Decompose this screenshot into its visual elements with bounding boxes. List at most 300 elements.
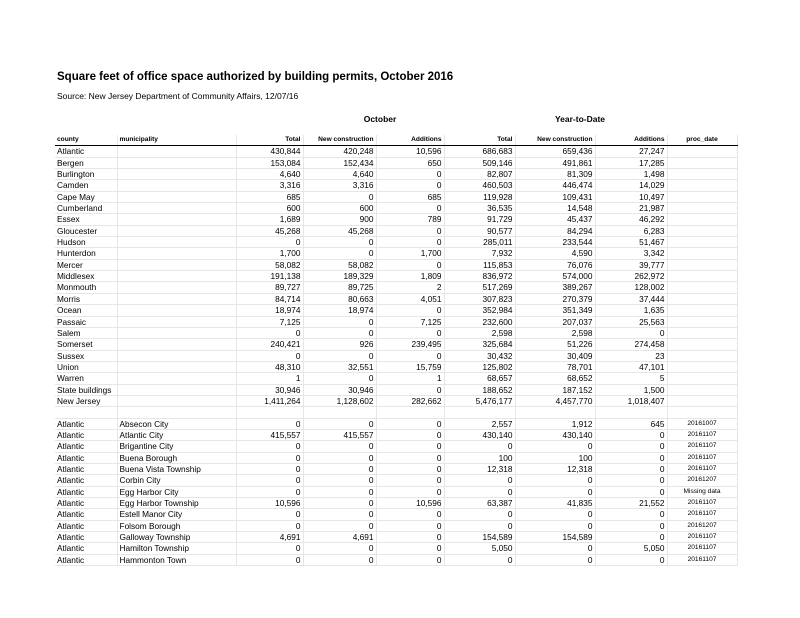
table-cell: 0 bbox=[303, 237, 376, 248]
table-cell: 415,557 bbox=[236, 429, 303, 440]
table-cell: 0 bbox=[236, 327, 303, 338]
table-cell: 5,476,177 bbox=[444, 395, 515, 406]
table-cell: 0 bbox=[376, 259, 444, 270]
table-cell: 125,802 bbox=[444, 361, 515, 372]
table-cell: 78,701 bbox=[515, 361, 595, 372]
table-cell: Sussex bbox=[55, 350, 117, 361]
table-cell bbox=[667, 361, 737, 372]
table-cell: 7,125 bbox=[236, 316, 303, 327]
table-cell: 2 bbox=[376, 282, 444, 293]
table-cell: 274,458 bbox=[595, 339, 667, 350]
table-cell: 0 bbox=[376, 452, 444, 463]
table-row bbox=[55, 282, 737, 293]
table-cell: Somerset bbox=[55, 339, 117, 350]
table-cell: 1,500 bbox=[595, 384, 667, 395]
table-cell: 0 bbox=[303, 498, 376, 509]
table-cell bbox=[117, 203, 236, 214]
table-cell: 2,557 bbox=[444, 418, 515, 429]
table-cell: 600 bbox=[236, 203, 303, 214]
table-cell: 420,248 bbox=[303, 146, 376, 157]
table-cell: 20161107 bbox=[667, 463, 737, 474]
table-cell: 0 bbox=[236, 463, 303, 474]
table-cell: 20161107 bbox=[667, 429, 737, 440]
table-cell: Hammonton Town bbox=[117, 554, 236, 565]
table-cell: 430,140 bbox=[444, 429, 515, 440]
table-cell: 0 bbox=[376, 532, 444, 543]
table-cell: 20161207 bbox=[667, 520, 737, 531]
table-cell bbox=[667, 316, 737, 327]
table-cell bbox=[117, 248, 236, 259]
table-cell: 32,551 bbox=[303, 361, 376, 372]
table-cell: 0 bbox=[303, 543, 376, 554]
table-cell: 109,431 bbox=[515, 191, 595, 202]
table-cell: 4,051 bbox=[376, 293, 444, 304]
table-cell: 0 bbox=[376, 463, 444, 474]
table-cell: 0 bbox=[515, 520, 595, 531]
table-cell: 650 bbox=[376, 157, 444, 168]
table-cell: Union bbox=[55, 361, 117, 372]
table-cell: 4,640 bbox=[236, 169, 303, 180]
table-cell: 188,652 bbox=[444, 384, 515, 395]
table-cell: 415,557 bbox=[303, 429, 376, 440]
table-cell: 789 bbox=[376, 214, 444, 225]
table-cell: 0 bbox=[303, 520, 376, 531]
table-cell: 1 bbox=[376, 373, 444, 384]
table-cell: 18,974 bbox=[236, 305, 303, 316]
table-cell: Atlantic bbox=[55, 509, 117, 520]
table-cell: 84,294 bbox=[515, 225, 595, 236]
table-cell: 4,590 bbox=[515, 248, 595, 259]
table-cell bbox=[117, 214, 236, 225]
table-cell: 446,474 bbox=[515, 180, 595, 191]
table-cell: 0 bbox=[303, 475, 376, 486]
table-cell: 1,912 bbox=[515, 418, 595, 429]
table-cell: 0 bbox=[595, 327, 667, 338]
table-cell: 0 bbox=[303, 373, 376, 384]
table-cell: 282,662 bbox=[376, 395, 444, 406]
table-cell: Atlantic bbox=[55, 452, 117, 463]
table-cell: 0 bbox=[303, 509, 376, 520]
table-cell: 3,316 bbox=[236, 180, 303, 191]
table-cell: 0 bbox=[236, 418, 303, 429]
table-cell: Atlantic bbox=[55, 463, 117, 474]
table-cell: 48,310 bbox=[236, 361, 303, 372]
table-cell: Estell Manor City bbox=[117, 509, 236, 520]
table-cell bbox=[667, 214, 737, 225]
table-cell: 0 bbox=[303, 248, 376, 259]
table-cell bbox=[117, 384, 236, 395]
table-cell: 21,987 bbox=[595, 203, 667, 214]
table-cell: 0 bbox=[595, 475, 667, 486]
table-cell: 37,444 bbox=[595, 293, 667, 304]
table-cell: New Jersey bbox=[55, 395, 117, 406]
table-cell: Buena Vista Township bbox=[117, 463, 236, 474]
table-cell: 154,589 bbox=[515, 532, 595, 543]
table-cell: 325,684 bbox=[444, 339, 515, 350]
table-cell: Bergen bbox=[55, 157, 117, 168]
table-row bbox=[55, 305, 737, 316]
table-row bbox=[55, 441, 737, 452]
table-cell: 0 bbox=[376, 418, 444, 429]
table-row bbox=[55, 373, 737, 384]
table-cell: 7,932 bbox=[444, 248, 515, 259]
table-cell: 1 bbox=[236, 373, 303, 384]
table-cell: 12,318 bbox=[515, 463, 595, 474]
table-row bbox=[55, 543, 737, 554]
table-cell: 80,663 bbox=[303, 293, 376, 304]
table-row bbox=[55, 157, 737, 168]
table-row bbox=[55, 498, 737, 509]
table-cell: Morris bbox=[55, 293, 117, 304]
table-cell: 900 bbox=[303, 214, 376, 225]
table-cell bbox=[117, 339, 236, 350]
table-cell bbox=[667, 282, 737, 293]
table-row bbox=[55, 463, 737, 474]
table-cell bbox=[667, 293, 737, 304]
table-cell: 91,729 bbox=[444, 214, 515, 225]
table-cell: Galloway Township bbox=[117, 532, 236, 543]
table-cell: 14,029 bbox=[595, 180, 667, 191]
table-cell: 1,809 bbox=[376, 271, 444, 282]
table-row bbox=[55, 203, 737, 214]
table-cell: 0 bbox=[376, 554, 444, 565]
table-cell: 17,285 bbox=[595, 157, 667, 168]
table-cell: 351,349 bbox=[515, 305, 595, 316]
table-cell: Atlantic bbox=[55, 543, 117, 554]
table-cell bbox=[667, 384, 737, 395]
table-cell: 0 bbox=[515, 509, 595, 520]
table-cell bbox=[667, 271, 737, 282]
table-cell bbox=[667, 203, 737, 214]
table-cell bbox=[667, 191, 737, 202]
table-row bbox=[55, 486, 737, 497]
col-municipality: municipality bbox=[117, 135, 236, 146]
table-cell: 20161207 bbox=[667, 475, 737, 486]
table-cell: Absecon City bbox=[117, 418, 236, 429]
municipality-rows bbox=[55, 418, 737, 565]
permits-table bbox=[55, 135, 738, 566]
table-cell: 836,972 bbox=[444, 271, 515, 282]
table-cell: 5,050 bbox=[595, 543, 667, 554]
table-cell: 645 bbox=[595, 418, 667, 429]
table-cell bbox=[117, 237, 236, 248]
table-cell: 25,563 bbox=[595, 316, 667, 327]
table-cell: 68,657 bbox=[444, 373, 515, 384]
table-cell: 30,409 bbox=[515, 350, 595, 361]
table-cell: 51,226 bbox=[515, 339, 595, 350]
table-cell: 12,318 bbox=[444, 463, 515, 474]
table-cell: Hamilton Township bbox=[117, 543, 236, 554]
report-title: Square feet of office space authorized by building permits, October 2016 bbox=[57, 71, 454, 83]
table-cell: 2,598 bbox=[444, 327, 515, 338]
table-cell: 0 bbox=[236, 350, 303, 361]
table-cell: 685 bbox=[376, 191, 444, 202]
table-cell: 7,125 bbox=[376, 316, 444, 327]
col-ytd-additions: Additions bbox=[595, 135, 667, 146]
table-cell: 20161107 bbox=[667, 554, 737, 565]
table-cell: 491,861 bbox=[515, 157, 595, 168]
table-cell: 1,700 bbox=[376, 248, 444, 259]
table-cell: 20161107 bbox=[667, 452, 737, 463]
table-cell: 0 bbox=[515, 554, 595, 565]
table-cell: 100 bbox=[444, 452, 515, 463]
table-cell: 1,128,602 bbox=[303, 395, 376, 406]
table-cell: 0 bbox=[303, 418, 376, 429]
table-cell: 0 bbox=[303, 452, 376, 463]
table-cell: 0 bbox=[376, 180, 444, 191]
table-cell: 0 bbox=[376, 543, 444, 554]
table-row bbox=[55, 169, 737, 180]
table-cell: 76,076 bbox=[515, 259, 595, 270]
col-oct-new-construction: New construction bbox=[303, 135, 376, 146]
table-row bbox=[55, 248, 737, 259]
table-cell bbox=[117, 327, 236, 338]
table-cell: 0 bbox=[236, 452, 303, 463]
table-cell: 0 bbox=[595, 509, 667, 520]
table-cell bbox=[117, 395, 236, 406]
table-cell bbox=[667, 259, 737, 270]
table-cell: Buena Borough bbox=[117, 452, 236, 463]
col-ytd-total: Total bbox=[444, 135, 515, 146]
table-cell: 430,844 bbox=[236, 146, 303, 157]
table-cell bbox=[667, 350, 737, 361]
table-cell: Burlington bbox=[55, 169, 117, 180]
table-cell: 0 bbox=[376, 305, 444, 316]
table-cell: 262,972 bbox=[595, 271, 667, 282]
table-cell bbox=[117, 316, 236, 327]
table-cell: 0 bbox=[236, 237, 303, 248]
table-cell: Folsom Borough bbox=[117, 520, 236, 531]
table-cell bbox=[117, 373, 236, 384]
table-row bbox=[55, 146, 737, 157]
table-cell: Atlantic bbox=[55, 532, 117, 543]
table-cell: Hudson bbox=[55, 237, 117, 248]
table-cell: 0 bbox=[515, 543, 595, 554]
table-cell bbox=[667, 248, 737, 259]
table-cell bbox=[667, 237, 737, 248]
table-cell: 460,503 bbox=[444, 180, 515, 191]
table-row bbox=[55, 429, 737, 440]
table-cell: 10,497 bbox=[595, 191, 667, 202]
table-cell: 0 bbox=[303, 441, 376, 452]
table-cell: 574,000 bbox=[515, 271, 595, 282]
table-cell: 0 bbox=[515, 475, 595, 486]
table-row bbox=[55, 214, 737, 225]
table-cell bbox=[667, 339, 737, 350]
table-cell: 0 bbox=[236, 475, 303, 486]
table-cell: Atlantic bbox=[55, 475, 117, 486]
table-cell: 20161107 bbox=[667, 509, 737, 520]
table-cell: 0 bbox=[236, 441, 303, 452]
table-cell: Brigantine City bbox=[117, 441, 236, 452]
table-row bbox=[55, 520, 737, 531]
table-cell: 5 bbox=[595, 373, 667, 384]
table-row bbox=[55, 271, 737, 282]
table-cell: 0 bbox=[376, 486, 444, 497]
table-cell: 30,946 bbox=[303, 384, 376, 395]
table-row bbox=[55, 316, 737, 327]
table-cell: 30,946 bbox=[236, 384, 303, 395]
table-cell: 58,082 bbox=[236, 259, 303, 270]
table-cell: 4,457,770 bbox=[515, 395, 595, 406]
table-cell: 659,436 bbox=[515, 146, 595, 157]
table-cell: 46,292 bbox=[595, 214, 667, 225]
table-cell: 0 bbox=[444, 475, 515, 486]
table-cell: 0 bbox=[376, 429, 444, 440]
table-cell: 5,050 bbox=[444, 543, 515, 554]
table-cell: 0 bbox=[595, 429, 667, 440]
table-cell: Cumberland bbox=[55, 203, 117, 214]
table-cell: 0 bbox=[236, 486, 303, 497]
table-cell: 90,577 bbox=[444, 225, 515, 236]
table-cell: Atlantic bbox=[55, 554, 117, 565]
table-cell: 128,002 bbox=[595, 282, 667, 293]
table-cell: 233,544 bbox=[515, 237, 595, 248]
table-row bbox=[55, 180, 737, 191]
table-cell: 63,387 bbox=[444, 498, 515, 509]
table-cell: 0 bbox=[444, 554, 515, 565]
table-row bbox=[55, 554, 737, 565]
table-cell bbox=[117, 146, 236, 157]
table-cell: Mercer bbox=[55, 259, 117, 270]
table-cell: 285,011 bbox=[444, 237, 515, 248]
table-cell: Essex bbox=[55, 214, 117, 225]
table-cell: Corbin City bbox=[117, 475, 236, 486]
table-cell: 51,467 bbox=[595, 237, 667, 248]
table-cell: 240,421 bbox=[236, 339, 303, 350]
table-cell: 0 bbox=[444, 520, 515, 531]
table-cell: 0 bbox=[595, 532, 667, 543]
table-cell: 0 bbox=[236, 520, 303, 531]
table-cell: Passaic bbox=[55, 316, 117, 327]
table-cell: Ocean bbox=[55, 305, 117, 316]
table-cell: 20161107 bbox=[667, 441, 737, 452]
table-cell: 0 bbox=[376, 520, 444, 531]
table-cell: Egg Harbor City bbox=[117, 486, 236, 497]
table-cell: Missing data bbox=[667, 486, 737, 497]
table-cell: 0 bbox=[595, 463, 667, 474]
table-cell: 10,596 bbox=[376, 146, 444, 157]
table-cell bbox=[117, 169, 236, 180]
table-cell: 0 bbox=[376, 350, 444, 361]
table-cell: 0 bbox=[444, 486, 515, 497]
table-cell: 4,691 bbox=[236, 532, 303, 543]
table-cell: 119,928 bbox=[444, 191, 515, 202]
table-cell: 270,379 bbox=[515, 293, 595, 304]
table-cell: 509,146 bbox=[444, 157, 515, 168]
table-cell bbox=[117, 282, 236, 293]
table-cell: 0 bbox=[303, 350, 376, 361]
table-cell: 239,495 bbox=[376, 339, 444, 350]
table-cell: 45,437 bbox=[515, 214, 595, 225]
table-cell bbox=[117, 225, 236, 236]
table-row bbox=[55, 225, 737, 236]
table-row bbox=[55, 339, 737, 350]
table-cell: 18,974 bbox=[303, 305, 376, 316]
table-cell: 23 bbox=[595, 350, 667, 361]
table-cell: 0 bbox=[595, 554, 667, 565]
table-cell bbox=[117, 305, 236, 316]
table-cell bbox=[667, 373, 737, 384]
table-cell: 20161107 bbox=[667, 498, 737, 509]
table-cell: Warren bbox=[55, 373, 117, 384]
table-cell: 0 bbox=[444, 509, 515, 520]
table-cell: 152,434 bbox=[303, 157, 376, 168]
table-row bbox=[55, 475, 737, 486]
table-cell: 0 bbox=[376, 225, 444, 236]
table-cell: 68,652 bbox=[515, 373, 595, 384]
table-cell: 45,268 bbox=[303, 225, 376, 236]
table-cell: 10,596 bbox=[376, 498, 444, 509]
table-cell: 0 bbox=[376, 475, 444, 486]
table-cell: 6,283 bbox=[595, 225, 667, 236]
table-row bbox=[55, 293, 737, 304]
table-cell bbox=[117, 293, 236, 304]
table-cell: 58,082 bbox=[303, 259, 376, 270]
table-row bbox=[55, 509, 737, 520]
table-cell bbox=[117, 191, 236, 202]
table-cell: Monmouth bbox=[55, 282, 117, 293]
table-cell: 89,727 bbox=[236, 282, 303, 293]
table-cell: 926 bbox=[303, 339, 376, 350]
table-cell: 685 bbox=[236, 191, 303, 202]
table-cell bbox=[667, 225, 737, 236]
table-cell: 14,548 bbox=[515, 203, 595, 214]
table-cell bbox=[117, 180, 236, 191]
table-cell: 30,432 bbox=[444, 350, 515, 361]
table-cell bbox=[667, 327, 737, 338]
table-cell bbox=[667, 157, 737, 168]
table-cell: 20161107 bbox=[667, 543, 737, 554]
table-cell bbox=[667, 169, 737, 180]
table-cell bbox=[117, 157, 236, 168]
col-ytd-new-construction: New construction bbox=[515, 135, 595, 146]
table-cell: 20161007 bbox=[667, 418, 737, 429]
table-cell: Atlantic bbox=[55, 498, 117, 509]
table-cell: 0 bbox=[595, 520, 667, 531]
col-oct-total: Total bbox=[236, 135, 303, 146]
table-cell: Atlantic bbox=[55, 146, 117, 157]
table-cell: 0 bbox=[444, 441, 515, 452]
table-cell: 20161107 bbox=[667, 532, 737, 543]
table-row bbox=[55, 191, 737, 202]
table-cell: 153,084 bbox=[236, 157, 303, 168]
table-cell: 1,018,407 bbox=[595, 395, 667, 406]
table-cell: 0 bbox=[236, 543, 303, 554]
table-cell: 154,589 bbox=[444, 532, 515, 543]
report-source: Source: New Jersey Department of Community Affairs, 12/07/16 bbox=[57, 91, 299, 101]
table-cell: 27,247 bbox=[595, 146, 667, 157]
table-cell: 3,316 bbox=[303, 180, 376, 191]
table-cell: 45,268 bbox=[236, 225, 303, 236]
table-cell: 307,823 bbox=[444, 293, 515, 304]
table-cell: 82,807 bbox=[444, 169, 515, 180]
table-cell: 1,635 bbox=[595, 305, 667, 316]
table-cell: 1,689 bbox=[236, 214, 303, 225]
table-cell: 0 bbox=[376, 441, 444, 452]
table-cell: 0 bbox=[376, 509, 444, 520]
col-county: county bbox=[55, 135, 117, 146]
col-proc-date: proc_date bbox=[667, 135, 737, 146]
table-cell: 47,101 bbox=[595, 361, 667, 372]
table-cell: 0 bbox=[303, 463, 376, 474]
table-row bbox=[55, 259, 737, 270]
table-cell: 207,037 bbox=[515, 316, 595, 327]
table-cell: 1,700 bbox=[236, 248, 303, 259]
table-cell: Hunterdon bbox=[55, 248, 117, 259]
table-cell: Camden bbox=[55, 180, 117, 191]
table-cell: State buildings bbox=[55, 384, 117, 395]
